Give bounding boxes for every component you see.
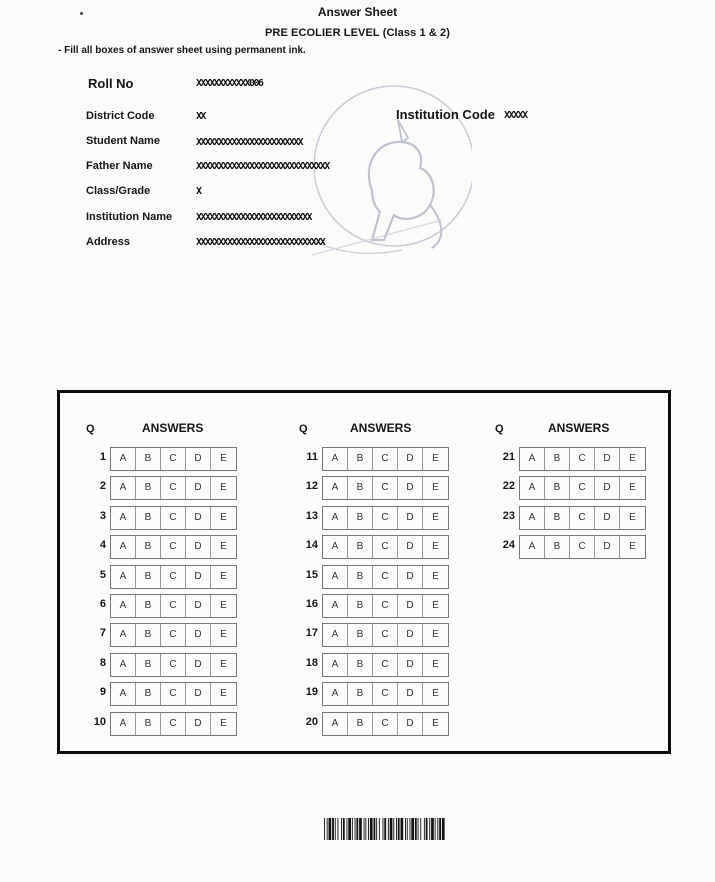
- option-bubble[interactable]: C: [161, 448, 186, 470]
- option-boxes: [322, 623, 449, 647]
- option-boxes: [110, 535, 237, 559]
- question-number: 23: [502, 509, 515, 522]
- institution-name-label: Institution Name: [86, 211, 173, 223]
- barcode-bar: [374, 818, 376, 840]
- option-bubble[interactable]: D: [398, 654, 423, 676]
- barcode-bar: [390, 818, 393, 840]
- option-bubble[interactable]: D: [186, 566, 211, 588]
- answer-column-3: [482, 393, 682, 743]
- option-bubble[interactable]: C: [161, 624, 186, 646]
- option-bubble[interactable]: A: [323, 683, 348, 705]
- option-bubble[interactable]: E: [220, 511, 227, 523]
- option-bubble[interactable]: D: [595, 507, 620, 529]
- option-bubble[interactable]: D: [595, 448, 620, 470]
- option-bubble[interactable]: B: [136, 448, 161, 470]
- option-boxes: [322, 712, 449, 736]
- option-boxes: [110, 653, 237, 677]
- option-bubble[interactable]: A: [111, 448, 136, 470]
- option-bubble[interactable]: B: [136, 713, 161, 735]
- option-bubble[interactable]: A: [323, 654, 348, 676]
- barcode-bar: [364, 818, 365, 840]
- option-bubble[interactable]: B: [348, 477, 373, 499]
- option-boxes: [110, 565, 237, 589]
- barcode-bar: [376, 818, 377, 840]
- question-number: 12: [305, 480, 318, 493]
- barcode-bar: [365, 818, 366, 840]
- option-boxes: [519, 447, 646, 471]
- barcode-bar: [396, 818, 397, 840]
- father-name-label: Father Name: [86, 160, 153, 172]
- option-bubble[interactable]: D: [186, 683, 211, 705]
- option-boxes: [519, 535, 646, 559]
- roll-no-label: Roll No: [88, 76, 134, 91]
- barcode-bar: [393, 818, 394, 840]
- barcode-bar: [442, 818, 445, 840]
- option-bubble[interactable]: C: [373, 595, 398, 617]
- option-bubble[interactable]: C: [373, 654, 398, 676]
- question-number: 8: [99, 656, 106, 669]
- barcode-bar: [359, 818, 362, 840]
- barcode-bar: [341, 818, 342, 840]
- question-number: 11: [306, 451, 318, 463]
- option-bubble[interactable]: E: [220, 658, 227, 670]
- question-number: 9: [99, 686, 106, 699]
- class-grade-value: X: [196, 186, 201, 197]
- barcode-bar: [411, 818, 414, 840]
- option-bubble[interactable]: D: [186, 507, 211, 529]
- option-bubble[interactable]: A: [111, 477, 136, 499]
- option-bubble[interactable]: B: [348, 566, 373, 588]
- option-bubble[interactable]: A: [111, 595, 136, 617]
- q-header: Q: [299, 423, 308, 435]
- barcode-bar: [437, 818, 438, 840]
- option-bubble[interactable]: A: [323, 536, 348, 558]
- barcode-bar: [335, 818, 336, 840]
- option-bubble[interactable]: C: [570, 536, 595, 558]
- option-bubble[interactable]: C: [161, 595, 186, 617]
- option-bubble[interactable]: E: [432, 629, 439, 641]
- barcode-bar: [398, 818, 400, 840]
- option-bubble[interactable]: C: [161, 566, 186, 588]
- question-number: 2: [99, 480, 106, 493]
- roll-no-value: XXXXXXXXXXXX006: [196, 78, 263, 89]
- question-number: 4: [99, 539, 106, 552]
- option-bubble[interactable]: A: [323, 566, 348, 588]
- barcode-bar: [379, 818, 380, 840]
- student-name-value: XXXXXXXXXXXXXXXXXXXXXXXX: [196, 137, 303, 148]
- question-number: 14: [305, 539, 318, 552]
- option-bubble[interactable]: C: [161, 713, 186, 735]
- option-boxes: [519, 476, 646, 500]
- option-bubble[interactable]: D: [398, 624, 423, 646]
- option-bubble[interactable]: B: [545, 477, 570, 499]
- barcode-bar: [343, 818, 345, 840]
- question-number: 7: [99, 627, 106, 640]
- option-bubble[interactable]: E: [432, 482, 439, 494]
- question-number: 21: [502, 451, 515, 463]
- option-bubble[interactable]: A: [111, 507, 136, 529]
- barcode-bar: [429, 818, 430, 840]
- institution-name-value: XXXXXXXXXXXXXXXXXXXXXXXXXX: [196, 212, 311, 223]
- option-bubble[interactable]: C: [570, 477, 595, 499]
- option-bubble[interactable]: D: [186, 595, 211, 617]
- option-bubble[interactable]: D: [398, 536, 423, 558]
- option-bubble[interactable]: D: [398, 477, 423, 499]
- option-bubble[interactable]: A: [323, 477, 348, 499]
- barcode-bar: [329, 818, 332, 840]
- option-bubble[interactable]: A: [520, 448, 545, 470]
- option-bubble[interactable]: D: [398, 683, 423, 705]
- question-number: 22: [502, 480, 515, 493]
- question-number: 20: [305, 715, 318, 728]
- option-bubble[interactable]: B: [348, 713, 373, 735]
- barcode-bar: [407, 818, 408, 840]
- option-bubble[interactable]: C: [161, 683, 186, 705]
- question-number: 5: [99, 568, 106, 581]
- option-bubble[interactable]: B: [136, 595, 161, 617]
- barcode-bar: [327, 818, 328, 840]
- option-bubble[interactable]: B: [545, 536, 570, 558]
- option-bubble[interactable]: E: [629, 511, 636, 523]
- option-bubble[interactable]: A: [111, 624, 136, 646]
- option-bubble[interactable]: A: [323, 448, 348, 470]
- barcode-bar: [356, 818, 358, 840]
- answers-header: ANSWERS: [548, 421, 610, 435]
- option-bubble[interactable]: E: [629, 453, 636, 464]
- option-bubble[interactable]: E: [220, 541, 227, 553]
- barcode-bar: [352, 818, 353, 840]
- option-bubble[interactable]: D: [398, 713, 423, 735]
- option-bubble[interactable]: C: [373, 624, 398, 646]
- barcode-bar: [324, 818, 325, 840]
- option-bubble[interactable]: D: [398, 448, 423, 470]
- option-bubble[interactable]: E: [629, 482, 636, 494]
- option-bubble[interactable]: E: [220, 482, 227, 494]
- barcode-bar: [405, 818, 406, 840]
- option-bubble[interactable]: B: [348, 624, 373, 646]
- barcode-bar: [420, 818, 421, 840]
- barcode-bar: [370, 818, 373, 840]
- barcode-bar: [355, 818, 356, 840]
- option-boxes: [322, 653, 449, 677]
- level-subtitle: PRE ECOLIER LEVEL (Class 1 & 2): [264, 27, 451, 39]
- option-bubble[interactable]: E: [629, 541, 636, 553]
- option-bubble[interactable]: C: [161, 536, 186, 558]
- option-bubble[interactable]: A: [111, 536, 136, 558]
- barcode-bar: [415, 818, 417, 840]
- option-bubble[interactable]: C: [373, 713, 398, 735]
- institution-code-value: XXXXX: [504, 110, 527, 121]
- option-bubble[interactable]: A: [111, 713, 136, 735]
- answer-column-1: [82, 393, 282, 743]
- address-label: Address: [86, 236, 131, 248]
- option-bubble[interactable]: E: [432, 541, 439, 553]
- option-boxes: [322, 682, 449, 706]
- question-number: 19: [305, 686, 318, 699]
- option-boxes: [322, 535, 449, 559]
- option-bubble[interactable]: E: [432, 511, 439, 523]
- answers-header: ANSWERS: [350, 421, 412, 435]
- question-number: 18: [305, 656, 318, 669]
- question-number: 16: [305, 598, 318, 610]
- option-bubble[interactable]: E: [432, 570, 439, 582]
- option-bubble[interactable]: B: [136, 477, 161, 499]
- answer-column-2: [288, 393, 488, 743]
- option-bubble[interactable]: E: [432, 600, 439, 611]
- option-boxes: [110, 712, 237, 736]
- option-boxes: [110, 506, 237, 530]
- option-bubble[interactable]: D: [186, 448, 211, 470]
- question-number: 1: [99, 451, 106, 463]
- option-boxes: [110, 594, 237, 618]
- option-bubble[interactable]: A: [111, 654, 136, 676]
- option-bubble[interactable]: E: [432, 658, 439, 670]
- option-bubble[interactable]: A: [323, 507, 348, 529]
- option-bubble[interactable]: E: [220, 570, 227, 582]
- barcode-bar: [410, 818, 411, 840]
- option-boxes: [110, 682, 237, 706]
- option-bubble[interactable]: E: [220, 600, 227, 611]
- option-bubble[interactable]: B: [136, 683, 161, 705]
- option-bubble[interactable]: C: [373, 477, 398, 499]
- barcode-bar: [418, 818, 419, 840]
- question-number: 13: [305, 509, 318, 522]
- option-boxes: [110, 623, 237, 647]
- option-bubble[interactable]: B: [136, 654, 161, 676]
- barcode-bar: [435, 818, 436, 840]
- option-bubble[interactable]: A: [520, 477, 545, 499]
- option-bubble[interactable]: E: [432, 453, 439, 464]
- option-bubble[interactable]: A: [323, 624, 348, 646]
- q-header: Q: [495, 423, 504, 435]
- page-title: Answer Sheet: [317, 5, 398, 19]
- class-grade-label: Class/Grade: [86, 185, 151, 197]
- barcode-bar: [347, 818, 348, 840]
- option-bubble[interactable]: C: [570, 448, 595, 470]
- option-bubble[interactable]: E: [220, 629, 227, 641]
- option-bubble[interactable]: D: [186, 477, 211, 499]
- option-bubble[interactable]: B: [545, 448, 570, 470]
- option-bubble[interactable]: E: [432, 717, 439, 729]
- question-number: 24: [502, 539, 515, 552]
- option-boxes: [110, 476, 237, 500]
- barcode-bar: [426, 818, 428, 840]
- barcode-bar: [368, 818, 369, 840]
- option-bubble[interactable]: A: [111, 566, 136, 588]
- district-code-label: District Code: [86, 110, 155, 122]
- option-bubble[interactable]: A: [111, 683, 136, 705]
- option-bubble[interactable]: C: [161, 507, 186, 529]
- option-bubble[interactable]: C: [161, 654, 186, 676]
- barcode-bar: [401, 818, 404, 840]
- barcode-bar: [384, 818, 386, 840]
- option-bubble[interactable]: E: [220, 453, 227, 464]
- option-bubble[interactable]: D: [398, 566, 423, 588]
- option-bubble[interactable]: D: [398, 595, 423, 617]
- question-number: 3: [99, 509, 106, 522]
- option-bubble[interactable]: C: [373, 536, 398, 558]
- option-bubble[interactable]: C: [373, 566, 398, 588]
- instruction-text: - Fill all boxes of answer sheet using permanent ink.: [58, 45, 306, 56]
- option-bubble[interactable]: A: [520, 536, 545, 558]
- answer-grid: [57, 390, 671, 754]
- option-bubble[interactable]: B: [348, 448, 373, 470]
- option-bubble[interactable]: E: [220, 688, 227, 700]
- option-bubble[interactable]: B: [348, 595, 373, 617]
- barcode: [324, 818, 446, 840]
- answers-header: ANSWERS: [142, 421, 204, 435]
- option-bubble[interactable]: E: [432, 688, 439, 700]
- option-bubble[interactable]: B: [136, 536, 161, 558]
- question-number: 6: [99, 598, 106, 610]
- option-bubble[interactable]: D: [186, 536, 211, 558]
- option-bubble[interactable]: C: [161, 477, 186, 499]
- question-number: 17: [305, 627, 318, 640]
- barcode-bar: [383, 818, 384, 840]
- option-bubble[interactable]: B: [348, 654, 373, 676]
- institution-code-label: Institution Code: [396, 107, 495, 122]
- barcode-bar: [439, 818, 441, 840]
- barcode-bar: [431, 818, 434, 840]
- option-bubble[interactable]: C: [373, 683, 398, 705]
- option-bubble[interactable]: C: [373, 448, 398, 470]
- option-boxes: [519, 506, 646, 530]
- option-bubble[interactable]: B: [136, 566, 161, 588]
- option-bubble[interactable]: D: [398, 507, 423, 529]
- option-bubble[interactable]: A: [323, 713, 348, 735]
- option-bubble[interactable]: A: [323, 595, 348, 617]
- option-bubble[interactable]: D: [595, 477, 620, 499]
- barcode-bar: [424, 818, 425, 840]
- option-bubble[interactable]: B: [136, 507, 161, 529]
- option-bubble[interactable]: B: [545, 507, 570, 529]
- student-name-label: Student Name: [86, 135, 160, 147]
- option-boxes: [322, 565, 449, 589]
- option-boxes: [322, 506, 449, 530]
- option-bubble[interactable]: D: [186, 624, 211, 646]
- option-bubble[interactable]: C: [570, 507, 595, 529]
- barcode-bar: [388, 818, 389, 840]
- option-bubble[interactable]: D: [186, 713, 211, 735]
- option-bubble[interactable]: C: [373, 507, 398, 529]
- question-number: 10: [93, 715, 106, 728]
- option-bubble[interactable]: B: [348, 507, 373, 529]
- district-code-value: XX: [196, 111, 205, 122]
- option-bubble[interactable]: D: [186, 654, 211, 676]
- option-bubble[interactable]: D: [595, 536, 620, 558]
- option-bubble[interactable]: A: [520, 507, 545, 529]
- option-bubble[interactable]: E: [220, 717, 227, 729]
- father-name-value: XXXXXXXXXXXXXXXXXXXXXXXXXXXXXX: [196, 161, 329, 172]
- option-boxes: [322, 447, 449, 471]
- option-boxes: [110, 447, 237, 471]
- question-number: 15: [305, 568, 318, 581]
- option-boxes: [322, 476, 449, 500]
- barcode-bar: [348, 818, 351, 840]
- q-header: Q: [86, 423, 95, 435]
- option-bubble[interactable]: B: [348, 683, 373, 705]
- address-value: XXXXXXXXXXXXXXXXXXXXXXXXXXXXX: [196, 237, 325, 248]
- option-bubble[interactable]: B: [136, 624, 161, 646]
- barcode-bar: [338, 818, 339, 840]
- barcode-bar: [332, 818, 334, 840]
- option-boxes: [322, 594, 449, 618]
- option-bubble[interactable]: B: [348, 536, 373, 558]
